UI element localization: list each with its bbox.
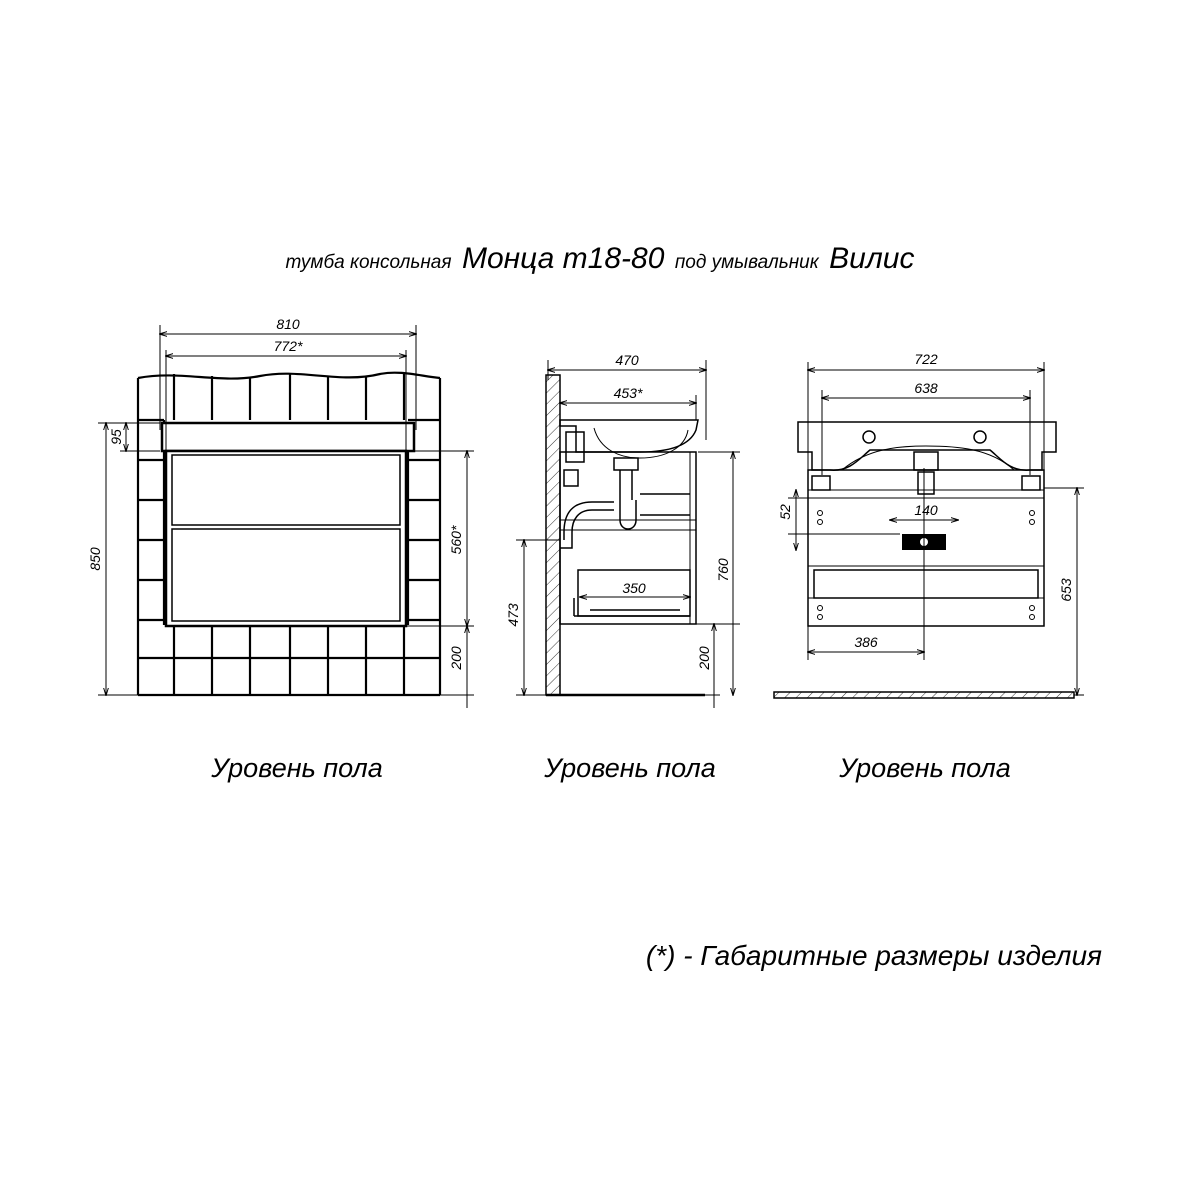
dim-470: 470: [615, 352, 639, 368]
dim-850: 850: [87, 547, 103, 571]
floor-label-front: Уровень пола: [211, 753, 383, 783]
side-view: [505, 352, 740, 708]
title-part-4: Вилис: [829, 242, 915, 275]
dim-200-side: 200: [696, 646, 712, 670]
dim-638: 638: [914, 380, 938, 396]
dim-95: 95: [108, 429, 124, 445]
back-bracket-left: [812, 476, 830, 490]
title-part-1: тумба консольная: [285, 252, 452, 273]
back-floor: [774, 692, 1074, 698]
dim-760: 760: [715, 558, 731, 582]
title-part-2: Монца т18-80: [461, 242, 665, 275]
dim-386: 386: [854, 634, 878, 650]
drawing-title: [286, 242, 915, 275]
dim-560: 560*: [448, 525, 464, 555]
front-cabinet-body: [166, 451, 406, 626]
dim-453: 453*: [613, 385, 643, 401]
back-siphon: [914, 452, 938, 494]
front-view: [87, 316, 474, 708]
back-view: [774, 351, 1084, 698]
dim-140: 140: [914, 502, 938, 518]
dim-653: 653: [1058, 578, 1074, 602]
front-basin-top: [162, 423, 414, 451]
dim-52: 52: [777, 504, 793, 520]
back-bracket-right: [1022, 476, 1040, 490]
back-basin-hole-right: [974, 431, 986, 443]
floor-label-back: Уровень пола: [839, 753, 1011, 783]
dim-200-front: 200: [448, 646, 464, 670]
dim-473: 473: [505, 603, 521, 627]
title-part-3: под умывальник: [674, 252, 819, 273]
dimensions-note: (*) - Габаритные размеры изделия: [645, 940, 1102, 971]
dim-772: 772*: [273, 338, 303, 354]
dim-350: 350: [622, 580, 646, 596]
dim-722: 722: [914, 351, 938, 367]
back-mount-holes: [818, 511, 1035, 620]
side-cabinet: [560, 452, 696, 624]
floor-label-side: Уровень пола: [544, 753, 716, 783]
side-wall-hatch: [546, 375, 560, 695]
dim-810: 810: [276, 316, 300, 332]
back-basin-hole-left: [863, 431, 875, 443]
